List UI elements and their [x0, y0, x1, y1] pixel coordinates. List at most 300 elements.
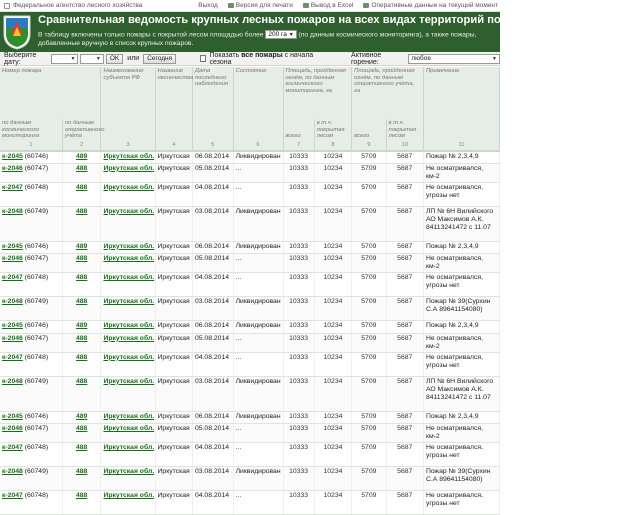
forestry-cell: Иркутская	[155, 443, 192, 467]
state-cell: Ликвидирован	[233, 411, 283, 424]
note-cell: Не осматривался, км-2	[423, 333, 499, 352]
space-forest-cell: 10234	[314, 273, 351, 297]
date-cell: 04.08.2014	[192, 182, 233, 206]
col-space-forest: в т.ч. покрытая лесом	[314, 119, 351, 141]
op-forest-cell: 5687	[386, 333, 423, 352]
col-fire-operational: по данным оперативного учёта	[62, 119, 101, 141]
fire-number-cell	[0, 491, 62, 515]
space-forest-cell: 10234	[314, 333, 351, 352]
note-cell: Пожар № 2,3,4,9	[423, 241, 499, 254]
state-cell: ...	[233, 491, 283, 515]
table-column-numbers	[0, 141, 500, 151]
table-row	[0, 254, 500, 273]
date-cell: 04.08.2014	[192, 491, 233, 515]
fire-number-link[interactable]: к-2047	[2, 444, 23, 451]
op-forest-cell: 5687	[386, 424, 423, 443]
col-date: Дата последнего наблюдения	[192, 67, 233, 141]
op-number-link[interactable]: 488	[76, 468, 88, 475]
region-cell	[101, 182, 155, 206]
region-link[interactable]: Иркутская обл.	[103, 468, 155, 475]
note-cell: Не осматривался, угрозы нет	[423, 182, 499, 206]
table-row	[0, 424, 500, 443]
fire-number-cell	[0, 273, 62, 297]
note-cell: Не осматривался, км-2	[423, 254, 499, 273]
subtitle-text-post: (по данным космического мониторинга), а также пожары, добавленные вручную в список крупных пожаров.	[38, 31, 477, 47]
table-row	[0, 443, 500, 467]
region-link[interactable]: Иркутская обл.	[103, 183, 155, 191]
op-number-link[interactable]: 488	[76, 255, 88, 262]
fire-number-link[interactable]: к-2048	[2, 377, 23, 385]
op-number-cell	[62, 151, 101, 164]
date-cell: 04.08.2014	[192, 352, 233, 376]
space-total-cell: 10333	[283, 352, 314, 376]
col-num: 1	[0, 141, 62, 151]
date-cell: 05.08.2014	[192, 424, 233, 443]
region-link[interactable]: Иркутская обл.	[103, 412, 155, 420]
region-cell	[101, 376, 155, 411]
op-number-link[interactable]: 489	[76, 242, 88, 250]
note-cell: Пожар № 39(Сурхин С.А 89641154080)	[423, 297, 499, 321]
table-row	[0, 491, 500, 515]
space-total-cell: 10333	[283, 443, 314, 467]
region-cell	[101, 241, 155, 254]
note-cell: Пожар № 2,3,4,9	[423, 321, 499, 334]
op-total-cell: 5709	[352, 376, 386, 411]
op-number-cell	[62, 297, 101, 321]
region-cell	[101, 411, 155, 424]
fire-number-cell	[0, 352, 62, 376]
space-forest-cell: 10234	[314, 443, 351, 467]
fire-code: (60748)	[24, 183, 49, 191]
op-number-cell	[62, 254, 101, 273]
fire-code: (60747)	[24, 334, 49, 342]
op-number-cell	[62, 411, 101, 424]
region-link[interactable]: Иркутская обл.	[103, 255, 155, 262]
region-link[interactable]: Иркутская обл.	[103, 274, 155, 281]
space-forest-cell: 10234	[314, 467, 351, 491]
op-forest-cell: 5687	[386, 376, 423, 411]
col-note: Примечание	[423, 67, 499, 141]
note-cell: Не осматривался, угрозы нет	[423, 443, 499, 467]
space-forest-cell: 10234	[314, 206, 351, 241]
date-cell: 03.08.2014	[192, 206, 233, 241]
op-forest-cell: 5687	[386, 254, 423, 273]
state-cell: Ликвидирован	[233, 241, 283, 254]
op-forest-cell: 5687	[386, 321, 423, 334]
today-button[interactable]: Сегодня	[143, 54, 176, 64]
date-day-select[interactable]	[51, 54, 78, 64]
op-number-cell	[62, 163, 101, 182]
forestry-cell: Иркутская	[155, 182, 192, 206]
note-cell: Пожар № 2,3,4,9	[423, 411, 499, 424]
space-total-cell: 10333	[283, 297, 314, 321]
region-link[interactable]: Иркутская обл.	[103, 164, 155, 172]
op-number-cell	[62, 182, 101, 206]
table-body	[0, 151, 500, 515]
date-cell: 05.08.2014	[192, 333, 233, 352]
fire-number-cell	[0, 182, 62, 206]
state-cell: ...	[233, 333, 283, 352]
show-all-checkbox[interactable]	[200, 55, 206, 62]
fire-code: (60746)	[24, 322, 49, 329]
region-cell	[101, 151, 155, 164]
region-link[interactable]: Иркутская обл.	[103, 152, 155, 160]
state-cell: ...	[233, 352, 283, 376]
col-op-total: всего	[352, 119, 386, 141]
chevron-down-icon: ▼	[492, 55, 497, 62]
region-link[interactable]: Иркутская обл.	[103, 207, 155, 215]
table-header-row	[0, 67, 500, 119]
table-row	[0, 151, 500, 164]
col-num: 3	[101, 141, 155, 151]
space-total-cell: 10333	[283, 182, 314, 206]
forestry-cell: Иркутская	[155, 424, 192, 443]
op-forest-cell: 5687	[386, 163, 423, 182]
fire-code: (60749)	[24, 377, 49, 385]
op-forest-cell: 5687	[386, 297, 423, 321]
space-forest-cell: 10234	[314, 491, 351, 515]
region-cell	[101, 467, 155, 491]
date-cell: 06.08.2014	[192, 151, 233, 164]
region-cell	[101, 254, 155, 273]
op-number-link[interactable]: 488	[76, 164, 88, 172]
state-cell: Ликвидирован	[233, 467, 283, 491]
fire-code: (60746)	[24, 242, 49, 250]
fire-code: (60748)	[24, 274, 49, 281]
fire-number-link[interactable]: к-2048	[2, 468, 23, 475]
fire-number-cell	[0, 411, 62, 424]
forestry-cell: Иркутская	[155, 352, 192, 376]
refresh-icon	[363, 3, 369, 8]
op-number-link[interactable]: 488	[76, 444, 88, 451]
op-total-cell: 5709	[352, 467, 386, 491]
op-total-cell: 5709	[352, 254, 386, 273]
col-op-forest: в т.ч. покрытая лесом	[386, 119, 423, 141]
current-data-link[interactable]: Оперативные данные на текущий момент	[363, 2, 498, 9]
or-label: или	[127, 55, 140, 62]
page-subtitle	[38, 30, 498, 48]
fire-code: (60746)	[24, 152, 49, 160]
forestry-cell: Иркутская	[155, 254, 192, 273]
col-num: 9	[352, 141, 386, 151]
fire-number-link[interactable]: к-2047	[2, 353, 23, 361]
op-total-cell: 5709	[352, 411, 386, 424]
region-link[interactable]: Иркутская обл.	[103, 334, 155, 342]
forestry-cell: Иркутская	[155, 151, 192, 164]
op-total-cell: 5709	[352, 273, 386, 297]
op-number-cell	[62, 491, 101, 515]
space-forest-cell: 10234	[314, 411, 351, 424]
space-total-cell: 10333	[283, 424, 314, 443]
col-forestry: Название лесничества	[155, 67, 192, 141]
col-num: 6	[233, 141, 283, 151]
space-total-cell: 10333	[283, 206, 314, 241]
note-cell: ЛП № 6Н Вилийского АО Максимов А.К. 84113241472 с 11.07	[423, 206, 499, 241]
space-forest-cell: 10234	[314, 376, 351, 411]
op-number-cell	[62, 321, 101, 334]
op-number-link[interactable]: 488	[76, 298, 88, 305]
op-forest-cell: 5687	[386, 182, 423, 206]
op-total-cell: 5709	[352, 424, 386, 443]
date-cell: 04.08.2014	[192, 443, 233, 467]
agency-name: Федеральное агентство лесного хозяйства	[13, 2, 143, 9]
space-total-cell: 10333	[283, 411, 314, 424]
top-bar	[0, 0, 500, 12]
col-operational-area: Площадь, пройденная огнём, по данным оперативного учёта, га	[352, 67, 424, 119]
state-cell: ...	[233, 163, 283, 182]
state-cell: Ликвидирован	[233, 297, 283, 321]
col-space-total: всего	[283, 119, 314, 141]
table-row	[0, 352, 500, 376]
date-cell: 03.08.2014	[192, 297, 233, 321]
forestry-cell: Иркутская	[155, 411, 192, 424]
fire-number-cell	[0, 297, 62, 321]
forestry-logo	[2, 14, 32, 50]
fire-code: (60748)	[24, 353, 49, 361]
table-row	[0, 182, 500, 206]
note-cell: Не осматривался, угрозы нет	[423, 352, 499, 376]
region-cell	[101, 352, 155, 376]
op-number-cell	[62, 443, 101, 467]
col-num: 2	[62, 141, 101, 151]
forestry-cell: Иркутская	[155, 297, 192, 321]
space-total-cell: 10333	[283, 491, 314, 515]
region-link[interactable]: Иркутская обл.	[103, 353, 155, 361]
region-link[interactable]: Иркутская обл.	[103, 242, 155, 250]
op-total-cell: 5709	[352, 241, 386, 254]
op-forest-cell: 5687	[386, 491, 423, 515]
state-cell: ...	[233, 273, 283, 297]
fire-code: (60747)	[24, 164, 49, 172]
region-cell	[101, 491, 155, 515]
state-cell: Ликвидирован	[233, 376, 283, 411]
region-link[interactable]: Иркутская обл.	[103, 377, 155, 385]
date-cell: 03.08.2014	[192, 376, 233, 411]
forestry-cell: Иркутская	[155, 321, 192, 334]
space-forest-cell: 10234	[314, 254, 351, 273]
op-number-cell	[62, 467, 101, 491]
active-burning-label: Активное горение:	[351, 51, 382, 66]
date-cell: 03.08.2014	[192, 467, 233, 491]
table-row	[0, 321, 500, 334]
op-number-cell	[62, 424, 101, 443]
op-number-cell	[62, 206, 101, 241]
region-link[interactable]: Иркутская обл.	[103, 492, 155, 499]
col-num: 5	[192, 141, 233, 151]
region-cell	[101, 163, 155, 182]
op-forest-cell: 5687	[386, 443, 423, 467]
region-link[interactable]: Иркутская обл.	[103, 444, 155, 451]
forestry-cell: Иркутская	[155, 333, 192, 352]
region-link[interactable]: Иркутская обл.	[103, 425, 155, 432]
note-cell: ЛП № 6Н Вилийского АО Максимов А.К. 84113241472 с 11.07	[423, 376, 499, 411]
fire-number-link[interactable]: к-2045	[2, 242, 23, 250]
chevron-down-icon: ▼	[95, 55, 101, 62]
op-number-link[interactable]: 489	[76, 322, 88, 329]
space-forest-cell: 10234	[314, 297, 351, 321]
fire-number-cell	[0, 424, 62, 443]
space-total-cell: 10333	[283, 241, 314, 254]
date-cell: 06.08.2014	[192, 241, 233, 254]
fire-number-link[interactable]: к-2047	[2, 183, 23, 191]
op-total-cell: 5709	[352, 352, 386, 376]
space-forest-cell: 10234	[314, 182, 351, 206]
fire-number-link[interactable]: к-2046	[2, 255, 23, 262]
op-number-link[interactable]: 488	[76, 425, 88, 432]
fire-code: (60746)	[24, 412, 49, 420]
op-number-cell	[62, 273, 101, 297]
fire-code: (60748)	[24, 492, 49, 499]
op-number-cell	[62, 352, 101, 376]
area-threshold-select[interactable]: 200 га ▼	[265, 30, 296, 39]
space-forest-cell: 10234	[314, 321, 351, 334]
fire-number-link[interactable]: к-2048	[2, 207, 23, 215]
fire-number-cell	[0, 443, 62, 467]
fire-number-cell	[0, 163, 62, 182]
note-cell: Не осматривался, км-2	[423, 424, 499, 443]
forestry-cell: Иркутская	[155, 273, 192, 297]
space-forest-cell: 10234	[314, 151, 351, 164]
space-total-cell: 10333	[283, 151, 314, 164]
ok-button[interactable]: OK	[106, 54, 123, 64]
op-forest-cell: 5687	[386, 151, 423, 164]
fire-number-link[interactable]: к-2046	[2, 425, 23, 432]
op-number-link[interactable]: 488	[76, 274, 88, 281]
fire-number-link[interactable]: к-2047	[2, 274, 23, 281]
space-total-cell: 10333	[283, 321, 314, 334]
date-month-select[interactable]	[80, 54, 103, 64]
table-row	[0, 297, 500, 321]
state-cell: Ликвидирован	[233, 321, 283, 334]
col-num: 7	[283, 141, 314, 151]
table-row	[0, 241, 500, 254]
space-total-cell: 10333	[283, 333, 314, 352]
op-number-link[interactable]: 488	[76, 492, 88, 499]
op-number-link[interactable]: 489	[76, 152, 88, 160]
fire-number-link[interactable]: к-2047	[2, 492, 23, 499]
space-total-cell: 10333	[283, 163, 314, 182]
show-all-label: Показать все пожары с начала сезона	[209, 51, 314, 66]
op-forest-cell: 5687	[386, 241, 423, 254]
fire-number-cell	[0, 333, 62, 352]
space-total-cell: 10333	[283, 376, 314, 411]
date-label: Выберите дату:	[4, 51, 37, 66]
fire-number-cell	[0, 151, 62, 164]
fires-table	[0, 67, 500, 515]
date-cell: 06.08.2014	[192, 321, 233, 334]
region-link[interactable]: Иркутская обл.	[103, 322, 155, 329]
op-total-cell: 5709	[352, 206, 386, 241]
table-row	[0, 206, 500, 241]
col-num: 4	[155, 141, 192, 151]
table-row	[0, 411, 500, 424]
export-excel-link[interactable]: Вывод в Excel	[303, 2, 354, 9]
op-number-link[interactable]: 488	[76, 334, 88, 342]
fire-code: (60747)	[24, 425, 49, 432]
forestry-cell: Иркутская	[155, 467, 192, 491]
fire-code: (60749)	[24, 468, 49, 475]
region-link[interactable]: Иркутская обл.	[103, 298, 155, 305]
fire-number-cell	[0, 206, 62, 241]
op-forest-cell: 5687	[386, 467, 423, 491]
fire-number-link[interactable]: к-2045	[2, 322, 23, 329]
space-forest-cell: 10234	[314, 241, 351, 254]
fire-number-link[interactable]: к-2046	[2, 334, 23, 342]
note-cell: Пожар № 2,3,4,9	[423, 151, 499, 164]
state-cell: ...	[233, 182, 283, 206]
fire-number-cell	[0, 467, 62, 491]
op-number-link[interactable]: 488	[76, 207, 88, 215]
forestry-cell: Иркутская	[155, 163, 192, 182]
table-row	[0, 163, 500, 182]
table-row	[0, 376, 500, 411]
op-forest-cell: 5687	[386, 352, 423, 376]
fire-number-link[interactable]: к-2046	[2, 164, 23, 172]
fire-number-cell	[0, 321, 62, 334]
forestry-cell: Иркутская	[155, 491, 192, 515]
date-cell: 05.08.2014	[192, 163, 233, 182]
state-cell: Ликвидирован	[233, 151, 283, 164]
op-number-link[interactable]: 489	[76, 412, 88, 420]
state-cell: ...	[233, 254, 283, 273]
fire-number-cell	[0, 254, 62, 273]
agency-label-wrap	[4, 2, 142, 9]
region-cell	[101, 273, 155, 297]
logout-link[interactable]: Выход	[198, 2, 218, 9]
region-cell	[101, 297, 155, 321]
col-num: 10	[386, 141, 423, 151]
op-number-link[interactable]: 488	[76, 377, 88, 385]
table-row	[0, 467, 500, 491]
state-cell: ...	[233, 424, 283, 443]
space-total-cell: 10333	[283, 254, 314, 273]
space-forest-cell: 10234	[314, 424, 351, 443]
col-space-area: Площадь, пройденная огнём, по данным космического мониторинга, га	[283, 67, 352, 119]
space-forest-cell: 10234	[314, 163, 351, 182]
date-cell: 05.08.2014	[192, 254, 233, 273]
fire-number-link[interactable]: к-2048	[2, 298, 23, 305]
agency-icon	[4, 3, 10, 9]
op-total-cell: 5709	[352, 443, 386, 467]
fire-code: (60749)	[24, 298, 49, 305]
print-version-link[interactable]: Версия для печати	[228, 2, 293, 9]
forestry-cell: Иркутская	[155, 206, 192, 241]
fire-number-link[interactable]: к-2045	[2, 412, 23, 420]
date-cell: 04.08.2014	[192, 273, 233, 297]
table-row	[0, 273, 500, 297]
op-number-link[interactable]: 488	[76, 183, 88, 191]
region-cell	[101, 424, 155, 443]
space-total-cell: 10333	[283, 273, 314, 297]
fire-number-cell	[0, 376, 62, 411]
op-number-link[interactable]: 488	[76, 353, 88, 361]
col-fire-number: Номер пожара	[0, 67, 101, 119]
fire-number-link[interactable]: к-2045	[2, 152, 23, 160]
op-forest-cell: 5687	[386, 206, 423, 241]
op-number-cell	[62, 376, 101, 411]
col-region: Наименование субъекта РФ	[101, 67, 155, 141]
op-number-cell	[62, 333, 101, 352]
region-cell	[101, 206, 155, 241]
note-cell: Пожар № 39(Сурхин С.А 89641154080)	[423, 467, 499, 491]
col-num: 11	[423, 141, 499, 151]
filter-bar	[0, 52, 500, 66]
note-cell: Не осматривался, км-2	[423, 163, 499, 182]
op-total-cell: 5709	[352, 297, 386, 321]
op-total-cell: 5709	[352, 491, 386, 515]
chevron-down-icon: ▼	[70, 55, 76, 62]
active-burning-select[interactable]: любое ▼	[408, 54, 500, 64]
